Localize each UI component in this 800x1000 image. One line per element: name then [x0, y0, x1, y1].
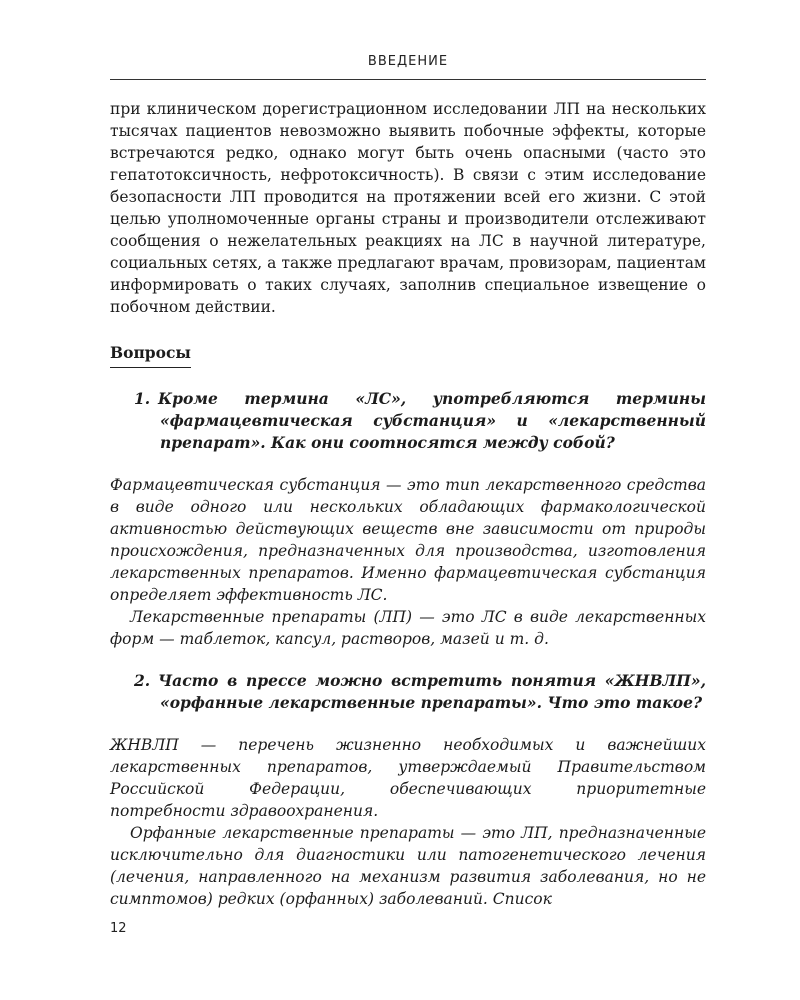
answer-paragraph: Фармацевтическая субстанция — это тип лекарственного средства в виде одного или нескольких обладающих фармакологической активностью действующих веществ вне зависимости от природы происхождения, предназначенных для производства, изготовления лекарственных препаратов. Именно фармацевтическая субстанция определяет эффективность ЛС. [110, 476, 706, 604]
answer-paragraph: Орфанные лекарственные препараты — это ЛП, предназначенные исключительно для диагностики или патогенетического лечения (лечения, направленного на механизм развития заболевания, но не симптомов) редких (орфанных) заболеваний. Список [110, 824, 706, 908]
answer-2 [110, 734, 706, 910]
question-number: 1. [134, 389, 151, 408]
question-text: Кроме термина «ЛС», употребляются термины «фармацевтическая субстанция» и «лекарственный препарат». Как они соотносятся между собой? [158, 389, 706, 452]
running-header: ВВЕДЕНИЕ [367, 54, 449, 69]
question-2 [110, 670, 706, 714]
answer-paragraph: Лекарственные препараты (ЛП) — это ЛС в виде лекарственных форм — таблеток, капсул, растворов, мазей и т. д. [110, 608, 706, 648]
header-rule [110, 79, 706, 80]
question-text: Часто в прессе можно встретить понятия «ЖНВЛП», «орфанные лекарственные препараты». Что это такое? [158, 671, 706, 712]
intro-paragraph: при клиническом дорегистрационном исследовании ЛП на нескольких тысячах пациентов невозможно выявить побочные эффекты, которые встречаются редко, однако могут быть очень опасными (часто это гепатотоксичность, нефротоксичность). В связи с этим исследование безопасности ЛП проводится на протяжении всей его жизни. С этой целью уполномоченные органы страны и производители отслеживают сообщения о нежелательных реакциях на ЛС в научной литературе, социальных сетях, а также предлагают врачам, провизорам, пациентам информировать о таких случаях, заполнив специальное извещение о побочном действии. [110, 100, 706, 316]
page-number: 12 [110, 921, 127, 936]
page-body [110, 98, 706, 910]
answer-1 [110, 474, 706, 650]
question-number: 2. [134, 671, 151, 690]
question-1 [110, 388, 706, 454]
section-title: Вопросы [110, 342, 191, 368]
answer-paragraph: ЖНВЛП — перечень жизненно необходимых и важнейших лекарственных препаратов, утверждаемый Правительством Российской Федерации, обеспечивающих приоритетные потребности здравоохранения. [110, 736, 706, 820]
